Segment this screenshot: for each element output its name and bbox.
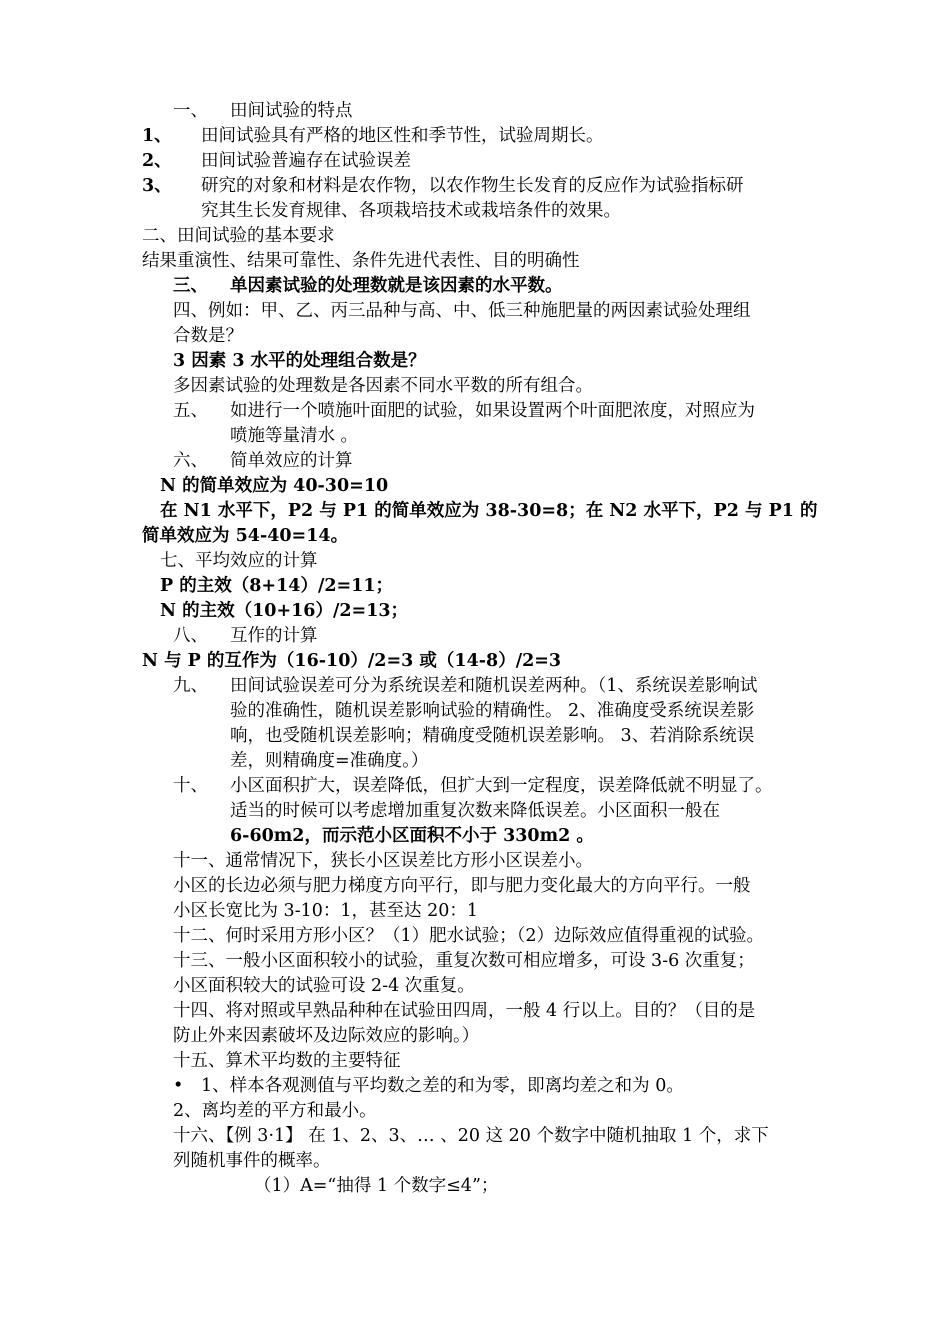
line-text: 田间试验的特点: [230, 101, 353, 121]
line-30: [230, 824, 594, 848]
line-7: [142, 249, 580, 273]
line-marker: 一、: [173, 101, 208, 121]
line-14: [230, 424, 358, 448]
line-marker: 十、: [173, 776, 208, 796]
line-text: （1）A=“抽得 1 个数字≤4”；: [254, 1176, 499, 1196]
line-text: 简单效应的计算: [230, 451, 353, 471]
line-marker: 五、: [173, 401, 208, 421]
line-text: 十三、一般小区面积较小的试验，重复次数可相应增多，可设 3-6 次重复；: [173, 951, 755, 971]
line-9: [173, 299, 751, 323]
line-text: 喷施等量清水 。: [230, 426, 359, 446]
line-5: [201, 199, 621, 223]
line-13: [173, 399, 755, 423]
line-20: [160, 574, 393, 598]
line-text: 6-60m2，而示范小区面积不小于 330m2 。: [230, 826, 594, 846]
line-marker: 八、: [173, 626, 208, 646]
line-text: 田间试验普遍存在试验误差: [201, 151, 411, 171]
line-text: 防止外来因素破坏及边际效应的影响。）: [173, 1026, 480, 1046]
line-32: [173, 874, 751, 898]
line-29: [230, 799, 720, 823]
line-text: 单因素试验的处理数就是该因素的水平数。: [230, 276, 563, 296]
line-text: 2、离均差的平方和最小。: [173, 1101, 377, 1121]
line-12: [173, 374, 593, 398]
line-marker: 三、: [173, 276, 208, 296]
line-31: [173, 849, 593, 873]
line-text: 多因素试验的处理数是各因素不同水平数的所有组合。: [173, 376, 593, 396]
line-text: 七、平均效应的计算: [160, 551, 318, 571]
line-2: [142, 124, 604, 148]
line-27: [230, 749, 428, 773]
line-text: 小区的长边必须与肥力梯度方向平行，即与肥力变化最大的方向平行。一般: [173, 876, 751, 896]
bullet-icon: •: [173, 1076, 184, 1096]
line-16: [160, 474, 388, 498]
line-8: [173, 274, 563, 298]
line-marker: 六、: [173, 451, 208, 471]
line-text: 四、例如：甲、乙、丙三品种与高、中、低三种施肥量的两因素试验处理组: [173, 301, 751, 321]
line-text: 验的准确性，随机误差影响试验的精确性。 2、准确度受系统误差影: [230, 701, 755, 721]
line-text: 小区面积较大的试验可设 2-4 次重复。: [173, 976, 475, 996]
line-text: 田间试验具有严格的地区性和季节性，试验周期长。: [201, 126, 604, 146]
line-24: [173, 674, 758, 698]
line-text: 研究的对象和材料是农作物，以农作物生长发育的反应作为试验指标研: [201, 176, 744, 196]
line-text: 结果重演性、结果可靠性、条件先进代表性、目的明确性: [142, 251, 580, 271]
line-text: 适当的时候可以考虑增加重复次数来降低误差。小区面积一般在: [230, 801, 720, 821]
line-42: [173, 1124, 769, 1148]
line-text: 田间试验误差可分为系统误差和随机误差两种。（1、系统误差影响试: [230, 676, 758, 696]
line-40: [173, 1074, 684, 1098]
line-text: 列随机事件的概率。: [173, 1151, 331, 1171]
line-3: [142, 149, 411, 173]
line-text: 在 N1 水平下，P2 与 P1 的简单效应为 38-30=8；在 N2 水平下，P2 与 P1 的: [160, 501, 818, 521]
line-text: P 的主效（8+14）/2=11；: [160, 576, 394, 596]
line-18: [142, 524, 348, 548]
line-text: N 的简单效应为 40-30=10: [160, 476, 389, 496]
line-text: 简单效应为 54-40=14。: [142, 526, 349, 546]
line-44: [254, 1174, 498, 1198]
line-marker: 1、: [142, 126, 172, 146]
line-38: [173, 1024, 479, 1048]
line-text: 十一、通常情况下，狭长小区误差比方形小区误差小。: [173, 851, 593, 871]
line-1: [173, 99, 353, 123]
line-25: [230, 699, 754, 723]
line-33: [173, 899, 478, 923]
line-text: 差，则精确度=准确度。）: [230, 751, 429, 771]
line-26: [230, 724, 754, 748]
line-4: [142, 174, 744, 198]
line-text: N 与 P 的互作为（16-10）/2=3 或（14-8）/2=3: [142, 651, 562, 671]
line-text: 十五、算术平均数的主要特征: [173, 1051, 401, 1071]
line-21: [160, 599, 408, 623]
line-text: 究其生长发育规律、各项栽培技术或栽培条件的效果。: [201, 201, 621, 221]
line-text: 如进行一个喷施叶面肥的试验，如果设置两个叶面肥浓度，对照应为: [230, 401, 755, 421]
line-text: 十六、【例 3·1】 在 1、2、3、… 、20 这 20 个数字中随机抽取 1 个，求下: [173, 1126, 769, 1146]
line-36: [173, 974, 475, 998]
line-text: N 的主效（10+16）/2=13；: [160, 601, 409, 621]
line-23: [142, 649, 561, 673]
line-39: [173, 1049, 401, 1073]
line-10: [173, 324, 243, 348]
line-17: [160, 499, 818, 523]
line-11: [173, 349, 426, 373]
line-text: 小区面积扩大，误差降低，但扩大到一定程度，误差降低就不明显了。: [230, 776, 773, 796]
line-marker: 3、: [142, 176, 172, 196]
line-marker: 九、: [173, 676, 208, 696]
line-6: [142, 224, 335, 248]
line-37: [173, 999, 755, 1023]
line-text: 响，也受随机误差影响；精确度受随机误差影响。 3、若消除系统误: [230, 726, 755, 746]
line-text: 十四、将对照或早熟品种种在试验田四周，一般 4 行以上。目的？（目的是: [173, 1001, 756, 1021]
line-15: [173, 449, 353, 473]
line-marker: 2、: [142, 151, 172, 171]
line-43: [173, 1149, 331, 1173]
line-28: [173, 774, 773, 798]
line-text: 合数是？: [173, 326, 243, 346]
line-text: 小区长宽比为 3-10：1，甚至达 20：1: [173, 901, 478, 921]
line-22: [173, 624, 318, 648]
line-41: [173, 1099, 377, 1123]
line-text: 二、田间试验的基本要求: [142, 226, 335, 246]
line-19: [160, 549, 318, 573]
line-34: [173, 924, 764, 948]
line-text: 3 因素 3 水平的处理组合数是？: [173, 351, 426, 371]
line-text: 互作的计算: [230, 626, 318, 646]
line-35: [173, 949, 755, 973]
line-text: 1、样本各观测值与平均数之差的和为零，即离均差之和为 0。: [201, 1076, 684, 1096]
line-text: 十二、何时采用方形小区？（1）肥水试验；（2）边际效应值得重视的试验。: [173, 926, 765, 946]
